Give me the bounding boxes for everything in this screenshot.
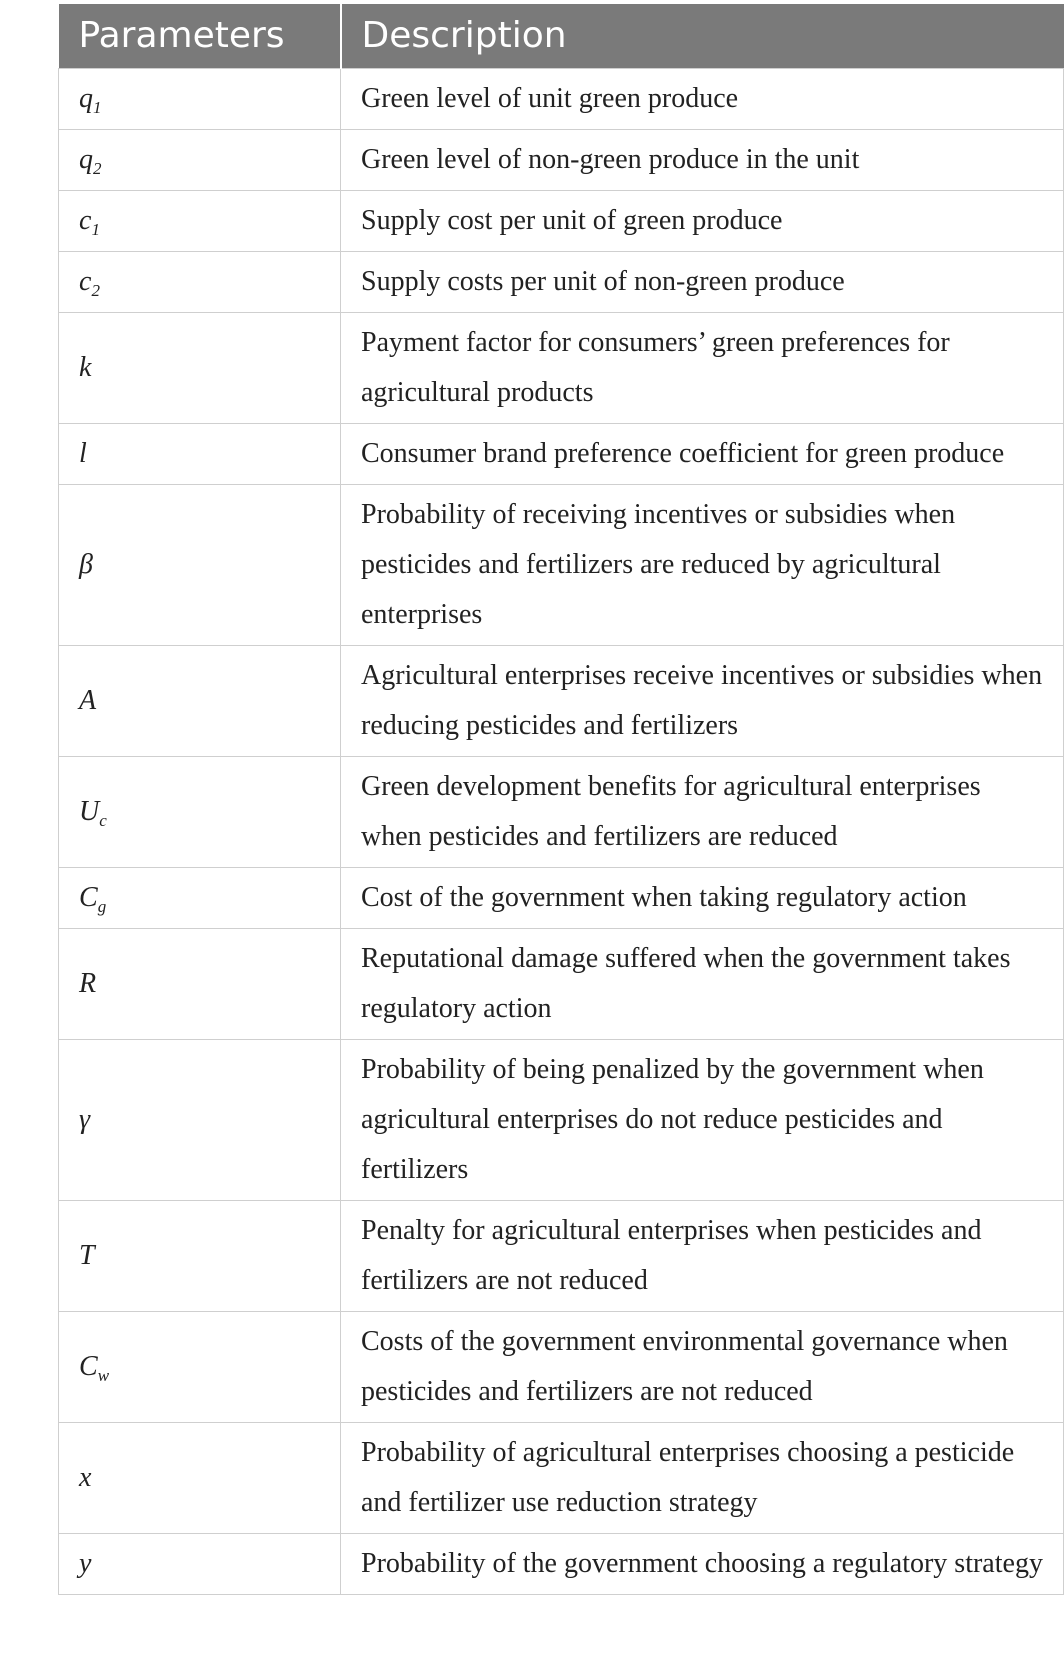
- parameter-symbol-cell: [59, 867, 341, 928]
- table-row: [59, 251, 1064, 312]
- table-row: [59, 1200, 1064, 1311]
- parameter-symbol: β: [79, 548, 93, 580]
- parameter-description: Payment factor for consumers’ green preferences for agricultural products: [341, 312, 1064, 423]
- parameter-symbol: l: [79, 437, 87, 469]
- parameter-description: Green development benefits for agricultural enterprises when pesticides and fertilizers are reduced: [341, 756, 1064, 867]
- table-row: [59, 928, 1064, 1039]
- parameter-symbol: c: [79, 265, 92, 297]
- parameter-symbol-cell: [59, 1200, 341, 1311]
- table-row: [59, 190, 1064, 251]
- parameter-symbol: q: [79, 143, 93, 175]
- table-row: [59, 867, 1064, 928]
- parameter-description: Consumer brand preference coefficient for green produce: [341, 423, 1064, 484]
- parameter-symbol: C: [79, 881, 98, 913]
- parameter-symbol-cell: [59, 645, 341, 756]
- parameter-description: Probability of agricultural enterprises choosing a pesticide and fertilizer use reduction strategy: [341, 1422, 1064, 1533]
- table-row: [59, 1533, 1064, 1594]
- parameter-description: Penalty for agricultural enterprises when pesticides and fertilizers are not reduced: [341, 1200, 1064, 1311]
- parameter-symbol: R: [79, 967, 97, 999]
- table-header-row: [59, 4, 1064, 68]
- parameter-symbol-cell: [59, 1533, 341, 1594]
- parameter-symbol-cell: [59, 756, 341, 867]
- parameter-symbol-cell: [59, 1311, 341, 1422]
- parameter-symbol: c: [79, 204, 92, 236]
- parameter-symbol: x: [79, 1461, 92, 1493]
- table-row: [59, 645, 1064, 756]
- parameter-symbol-cell: [59, 68, 341, 129]
- parameter-description: Agricultural enterprises receive incentives or subsidies when reducing pesticides and fertilizers: [341, 645, 1064, 756]
- parameter-description: Green level of non-green produce in the unit: [341, 129, 1064, 190]
- table-row: [59, 1039, 1064, 1200]
- table-row: [59, 484, 1064, 645]
- table-row: [59, 756, 1064, 867]
- parameter-description: Supply cost per unit of green produce: [341, 190, 1064, 251]
- parameter-symbol: U: [79, 795, 100, 827]
- parameter-subscript: 2: [91, 280, 100, 300]
- parameter-symbol-cell: [59, 1422, 341, 1533]
- parameter-subscript: 1: [93, 97, 102, 117]
- parameter-subscript: g: [97, 896, 107, 916]
- parameter-symbol-cell: [59, 928, 341, 1039]
- parameter-symbol: q: [79, 82, 93, 114]
- parameter-description: Cost of the government when taking regulatory action: [341, 867, 1064, 928]
- parameter-subscript: w: [97, 1365, 110, 1385]
- table-row: [59, 129, 1064, 190]
- parameter-symbol-cell: [59, 190, 341, 251]
- parameter-symbol-cell: [59, 129, 341, 190]
- parameter-subscript: 2: [93, 158, 102, 178]
- parameter-subscript: 1: [91, 219, 100, 239]
- header-parameters: Parameters: [59, 4, 341, 68]
- parameter-symbol-cell: [59, 1039, 341, 1200]
- parameter-symbol-cell: [59, 484, 341, 645]
- parameters-table: [58, 4, 1064, 1595]
- parameter-subscript: c: [99, 810, 107, 830]
- table-row: [59, 312, 1064, 423]
- parameter-description: Probability of receiving incentives or subsidies when pesticides and fertilizers are reduced by agricultural enterprises: [341, 484, 1064, 645]
- parameter-description: Reputational damage suffered when the government takes regulatory action: [341, 928, 1064, 1039]
- parameter-symbol: γ: [79, 1103, 91, 1135]
- parameter-description: Green level of unit green produce: [341, 68, 1064, 129]
- table-row: [59, 1311, 1064, 1422]
- header-description: Description: [341, 4, 1064, 68]
- parameters-table-container: [58, 4, 1063, 1595]
- parameter-symbol: T: [79, 1239, 95, 1271]
- table-row: [59, 68, 1064, 129]
- parameter-symbol-cell: [59, 423, 341, 484]
- parameter-description: Probability of being penalized by the government when agricultural enterprises do not reduce pesticides and fertilizers: [341, 1039, 1064, 1200]
- parameter-symbol: A: [79, 684, 97, 716]
- table-row: [59, 423, 1064, 484]
- parameter-symbol: y: [79, 1547, 92, 1579]
- table-row: [59, 1422, 1064, 1533]
- parameter-symbol: k: [79, 351, 92, 383]
- parameter-symbol: C: [79, 1350, 98, 1382]
- parameter-symbol-cell: [59, 251, 341, 312]
- parameter-description: Probability of the government choosing a regulatory strategy: [341, 1533, 1064, 1594]
- parameter-description: Supply costs per unit of non-green produce: [341, 251, 1064, 312]
- parameter-description: Costs of the government environmental governance when pesticides and fertilizers are not reduced: [341, 1311, 1064, 1422]
- parameter-symbol-cell: [59, 312, 341, 423]
- table-body: [59, 68, 1064, 1594]
